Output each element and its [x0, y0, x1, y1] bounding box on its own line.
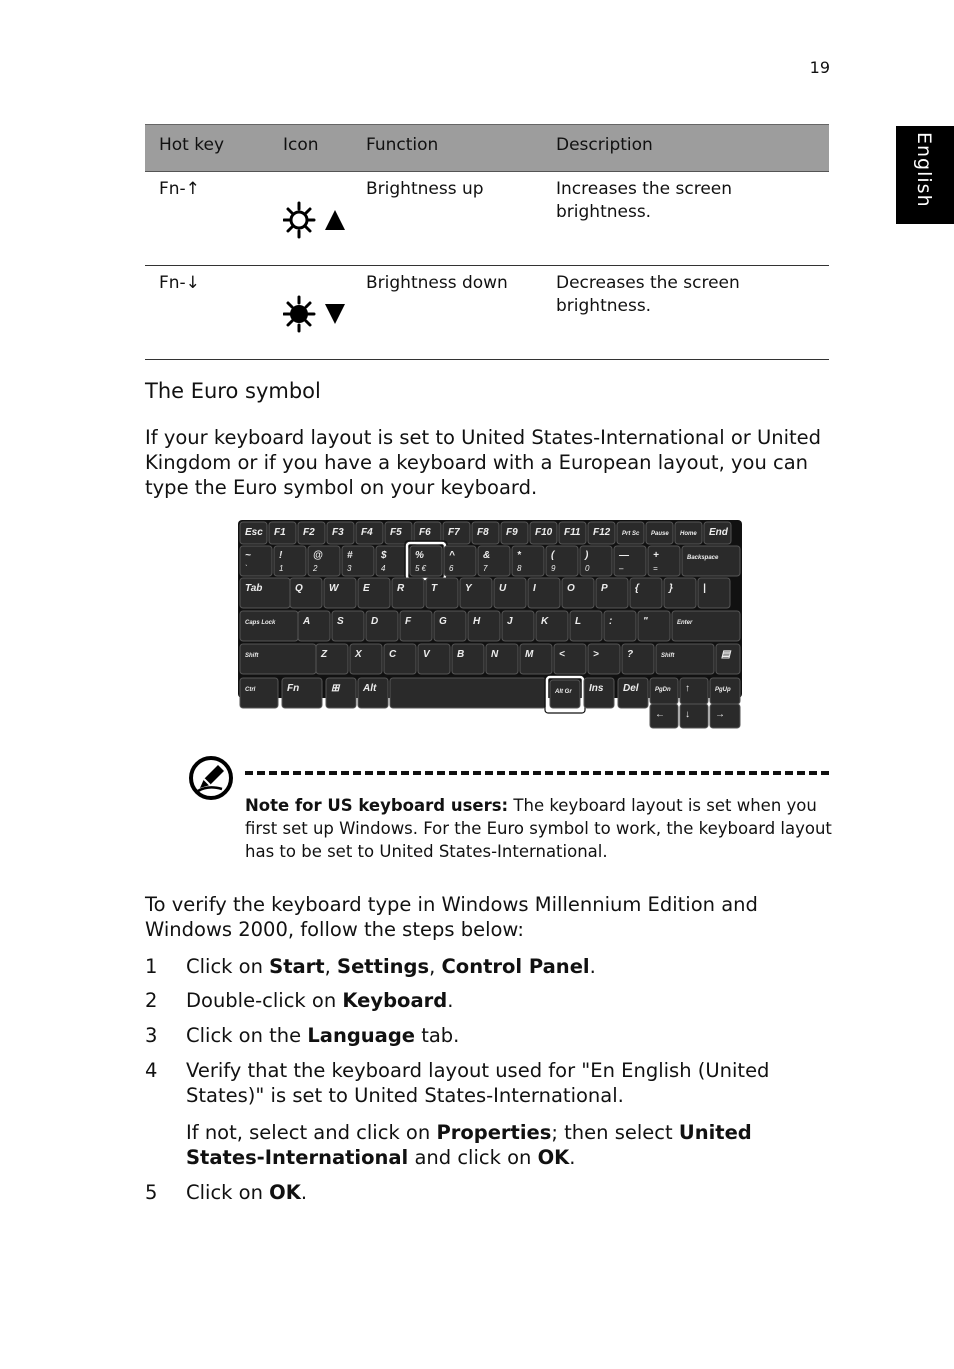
header-description: Description [556, 135, 653, 155]
description-cell: Decreases the screen brightness. [556, 273, 740, 316]
keyboard-illustration [238, 520, 742, 730]
ui-term-ok: OK [537, 1146, 570, 1169]
svg-text:~: ~ [245, 550, 251, 561]
step-text: Verify that the keyboard layout used for "En English (United States)" is set to United States-International. [186, 1059, 770, 1107]
svg-text:+: + [653, 550, 659, 561]
svg-text:>: > [593, 649, 599, 660]
letter-key [434, 611, 466, 641]
function-key [298, 522, 325, 544]
number-key [478, 546, 510, 576]
svg-text:Tab: Tab [245, 583, 263, 594]
letter-key [418, 644, 450, 674]
svg-text:PgDn: PgDn [655, 687, 671, 693]
header-icon: Icon [283, 135, 319, 155]
insert-key [584, 678, 614, 708]
letter-key [486, 644, 518, 674]
number-key [614, 546, 646, 576]
alt-key [358, 678, 388, 708]
header-hotkey: Hot key [159, 135, 225, 155]
function-key [675, 522, 702, 544]
letter-key [324, 578, 356, 608]
alt-gr-key [545, 675, 585, 713]
tab-key [240, 578, 290, 608]
letter-key [604, 611, 636, 641]
svg-text:Shift: Shift [245, 653, 259, 659]
svg-text:@: @ [313, 550, 323, 561]
function-key [646, 522, 673, 544]
svg-text:N: N [491, 649, 499, 660]
svg-text:|: | [703, 583, 706, 594]
letter-key [570, 611, 602, 641]
svg-text:5 €: 5 € [415, 564, 427, 573]
svg-text:F10: F10 [535, 527, 553, 538]
step-text: Click on Start, Settings, Control Panel. [186, 955, 596, 978]
backspace-key [682, 546, 740, 576]
note-divider [245, 771, 829, 775]
table-row [145, 266, 829, 360]
svg-text:Caps Lock: Caps Lock [245, 620, 276, 626]
svg-text:Z: Z [321, 649, 328, 660]
arrow-up-key [680, 678, 708, 704]
ui-term-start: Start [269, 955, 325, 978]
svg-text:J: J [507, 616, 513, 627]
ui-term-us-international: United States-International [186, 1121, 752, 1169]
page-number: 19 [809, 58, 830, 77]
svg-text:?: ? [627, 649, 634, 660]
svg-text:$: $ [381, 550, 387, 561]
note-label: Note for US keyboard users: [245, 796, 509, 815]
svg-text:0: 0 [585, 564, 590, 573]
svg-text:F2: F2 [303, 527, 315, 538]
windows-key [326, 678, 356, 708]
letter-key [452, 644, 484, 674]
svg-text:Y: Y [465, 583, 472, 594]
hotkey-table [145, 124, 829, 360]
svg-text:=: = [653, 564, 658, 573]
svg-text:F9: F9 [506, 527, 518, 538]
page-down-key [650, 678, 678, 704]
page-up-key [710, 678, 740, 704]
letter-key [630, 578, 662, 608]
letter-key [392, 578, 424, 608]
svg-text:#: # [347, 550, 353, 561]
svg-text:Q: Q [295, 583, 303, 594]
svg-text:—: — [619, 550, 629, 561]
svg-text:(: ( [551, 550, 555, 561]
svg-text:R: R [397, 583, 405, 594]
svg-text::: : [609, 616, 613, 627]
svg-text:{: { [635, 583, 639, 594]
number-key [512, 546, 544, 576]
letter-key [502, 611, 534, 641]
header-function: Function [366, 135, 439, 155]
note-body: The keyboard layout is set when you first set up Windows. For the Euro symbol to work, the keyboard layout has to be set to United States-International. [245, 796, 832, 861]
number-key [405, 541, 447, 581]
ctrl-key [240, 678, 278, 708]
letter-key [596, 578, 628, 608]
number-key [376, 546, 408, 576]
svg-text:C: C [389, 649, 397, 660]
number-key [580, 546, 612, 576]
description-cell: Increases the screen brightness. [556, 179, 733, 222]
fn-key [282, 678, 322, 708]
brightness-up-icon [283, 200, 347, 240]
step-text: Click on the Language tab. [186, 1024, 460, 1047]
function-key [327, 522, 354, 544]
function-cell: Brightness up [366, 179, 484, 199]
number-key [240, 546, 272, 576]
svg-text:H: H [473, 616, 481, 627]
svg-text:4: 4 [381, 564, 386, 573]
svg-text:B: B [457, 649, 465, 660]
note-text [245, 794, 835, 863]
svg-text:7: 7 [483, 564, 488, 573]
step-number: 1 [145, 955, 158, 978]
function-key [240, 522, 267, 544]
step-number: 2 [145, 989, 158, 1012]
svg-text:Shift: Shift [661, 653, 675, 659]
svg-text:F11: F11 [564, 527, 581, 538]
svg-text:F4: F4 [361, 527, 373, 538]
svg-text:*: * [517, 550, 521, 561]
svg-text:!: ! [279, 550, 283, 561]
svg-text:`: ` [245, 564, 248, 573]
letter-key [554, 644, 586, 674]
function-key [269, 522, 296, 544]
svg-text:P: P [601, 583, 608, 594]
letter-key [350, 644, 382, 674]
svg-text:3: 3 [347, 564, 352, 573]
svg-text:Fn: Fn [287, 683, 300, 694]
svg-text:K: K [541, 616, 549, 627]
svg-text:M: M [525, 649, 534, 660]
number-key [274, 546, 306, 576]
function-key [530, 522, 557, 544]
ui-term-ok: OK [269, 1181, 301, 1204]
number-key [308, 546, 340, 576]
letter-key [426, 578, 458, 608]
svg-text:Del: Del [623, 683, 639, 694]
svg-text:): ) [585, 550, 589, 561]
note-pen-icon [188, 755, 234, 805]
number-key [342, 546, 374, 576]
number-key [648, 546, 680, 576]
letter-key [460, 578, 492, 608]
letter-key [588, 644, 620, 674]
svg-text:^: ^ [449, 550, 455, 561]
svg-text:▤: ▤ [721, 649, 731, 660]
letter-key [562, 578, 594, 608]
function-key [443, 522, 470, 544]
letter-key [366, 611, 398, 641]
hotkey-cell: Fn-↓ [159, 273, 200, 293]
ui-term-control-panel: Control Panel [441, 955, 590, 978]
svg-text:Alt Gr: Alt Gr [555, 689, 572, 695]
ui-term-language: Language [307, 1024, 416, 1047]
svg-text:A: A [303, 616, 311, 627]
ui-term-settings: Settings [337, 955, 430, 978]
svg-text:↓: ↓ [685, 709, 690, 720]
step-text: If not, select and click on Properties; then select United States-International and click on OK. [186, 1121, 752, 1169]
function-key [704, 522, 731, 544]
svg-text:F7: F7 [448, 527, 460, 538]
letter-key [664, 578, 696, 608]
svg-text:2: 2 [313, 564, 318, 573]
svg-text:W: W [329, 583, 339, 594]
svg-text:Alt: Alt [363, 683, 377, 694]
letter-key [528, 578, 560, 608]
section-heading: The Euro symbol [145, 379, 321, 403]
delete-key [618, 678, 648, 708]
svg-text:Ctrl: Ctrl [245, 687, 256, 693]
svg-text:–: – [619, 564, 624, 573]
function-key [472, 522, 499, 544]
menu-key [716, 644, 740, 674]
svg-text:F6: F6 [419, 527, 431, 538]
svg-text:I: I [533, 583, 536, 594]
svg-text:F: F [405, 616, 412, 627]
step-text: Double-click on Keyboard. [186, 989, 454, 1012]
hotkey-cell: Fn-↑ [159, 179, 200, 199]
function-key [356, 522, 383, 544]
intro-paragraph: If your keyboard layout is set to United States-International or United Kingdom or if you have a keyboard with a European layout, you can type the Euro symbol on your keyboard. [145, 426, 822, 499]
svg-text:→: → [715, 709, 725, 720]
function-key [501, 522, 528, 544]
table-header [145, 124, 829, 172]
letter-key [494, 578, 526, 608]
svg-text:↑: ↑ [685, 683, 690, 694]
svg-text:F5: F5 [390, 527, 402, 538]
step-number: 5 [145, 1181, 158, 1204]
svg-text:Home: Home [680, 531, 697, 537]
caps-lock-key [240, 611, 298, 641]
svg-text:T: T [431, 583, 438, 594]
svg-text:": " [643, 616, 648, 627]
shift-key [656, 644, 714, 674]
number-key [444, 546, 476, 576]
letter-key [468, 611, 500, 641]
svg-text:G: G [439, 616, 447, 627]
language-side-tab [896, 126, 954, 224]
enter-key [672, 611, 740, 641]
arrow-right-key [710, 704, 740, 728]
letter-key [638, 611, 670, 641]
letter-key [290, 578, 322, 608]
svg-text:F12: F12 [593, 527, 611, 538]
svg-text:Prt Sc: Prt Sc [622, 531, 640, 537]
svg-text:PgUp: PgUp [715, 687, 731, 693]
ui-term-properties: Properties [436, 1121, 552, 1144]
step-number: 4 [145, 1059, 158, 1082]
svg-text:&: & [483, 550, 491, 561]
svg-text:U: U [499, 583, 507, 594]
letter-key [316, 644, 348, 674]
svg-text:F3: F3 [332, 527, 344, 538]
ui-term-keyboard: Keyboard [342, 989, 448, 1012]
letter-key [698, 578, 730, 608]
svg-text:D: D [371, 616, 379, 627]
svg-text:⊞: ⊞ [331, 683, 340, 694]
svg-text:End: End [709, 527, 728, 538]
step-text: Click on OK. [186, 1181, 308, 1204]
letter-key [622, 644, 654, 674]
arrow-down-key [680, 704, 708, 728]
svg-text:8: 8 [517, 564, 522, 573]
letter-key [384, 644, 416, 674]
svg-text:S: S [337, 616, 344, 627]
svg-text:1: 1 [279, 564, 284, 573]
function-key [617, 522, 644, 544]
svg-text:Pause: Pause [651, 531, 669, 537]
svg-text:9: 9 [551, 564, 556, 573]
step-number: 3 [145, 1024, 158, 1047]
svg-text:V: V [423, 649, 430, 660]
letter-key [332, 611, 364, 641]
svg-text:Ins: Ins [589, 683, 604, 694]
svg-text:O: O [567, 583, 575, 594]
function-key [559, 522, 586, 544]
verify-paragraph: To verify the keyboard type in Windows Millennium Edition and Windows 2000, follow the steps below: [145, 893, 758, 941]
function-key [588, 522, 615, 544]
brightness-down-icon [283, 294, 347, 334]
svg-text:Esc: Esc [245, 527, 263, 538]
svg-text:<: < [559, 649, 565, 660]
svg-text:X: X [355, 649, 362, 660]
svg-text:Enter: Enter [677, 620, 693, 626]
svg-text:L: L [575, 616, 582, 627]
svg-text:E: E [363, 583, 370, 594]
svg-text:6: 6 [449, 564, 454, 573]
table-row [145, 172, 829, 266]
svg-text:Backspace: Backspace [687, 555, 719, 561]
function-cell: Brightness down [366, 273, 508, 293]
arrow-left-key [650, 704, 678, 728]
svg-text:%: % [415, 550, 424, 561]
svg-text:F8: F8 [477, 527, 489, 538]
shift-key [240, 644, 316, 674]
letter-key [400, 611, 432, 641]
svg-text:F1: F1 [274, 527, 286, 538]
number-key [546, 546, 578, 576]
space-key [390, 678, 546, 708]
letter-key [536, 611, 568, 641]
svg-text:←: ← [655, 709, 665, 720]
letter-key [358, 578, 390, 608]
svg-text:}: } [669, 583, 673, 594]
letter-key [520, 644, 552, 674]
letter-key [298, 611, 330, 641]
side-tab-label: English [913, 132, 935, 208]
